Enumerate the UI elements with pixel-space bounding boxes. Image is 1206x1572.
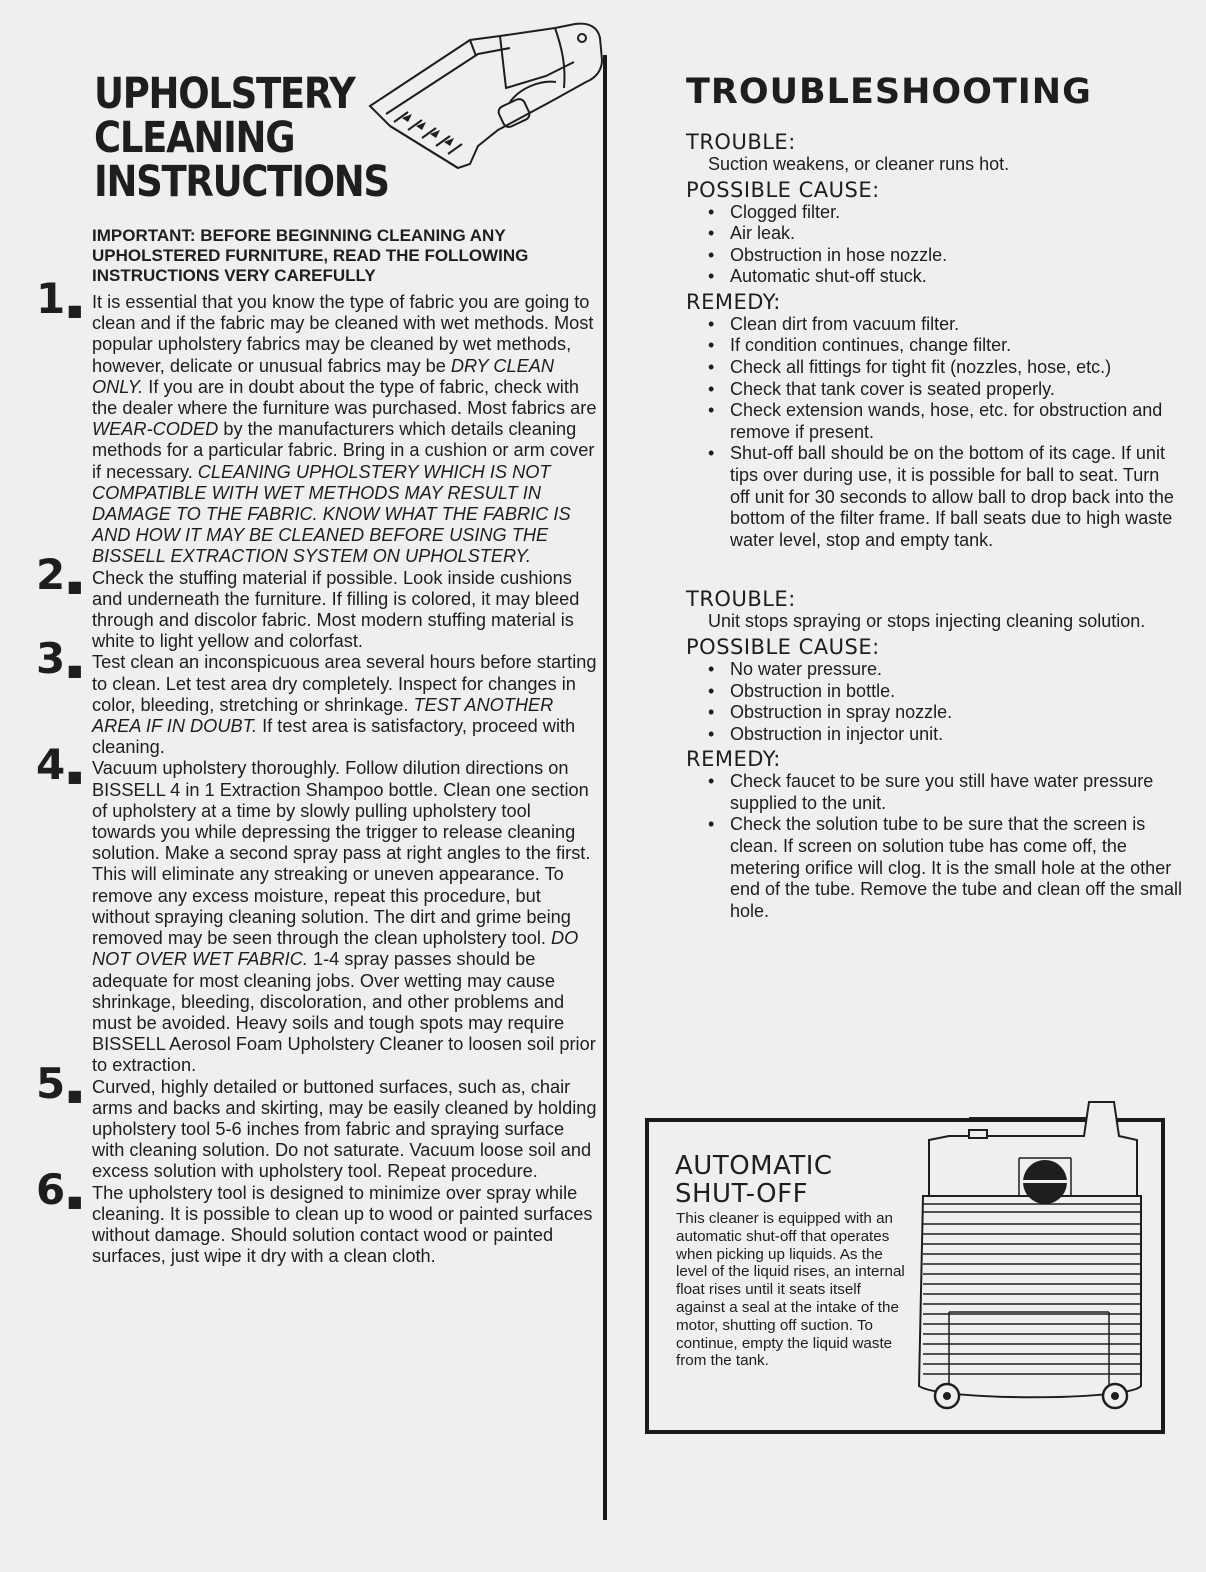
step-text (92, 652, 598, 758)
instruction-steps (28, 274, 598, 1267)
step-text (92, 292, 598, 568)
body-text: Test clean an inconspicuous area several hours before starting to clean. Let test area dry completely. Inspect for changes in color, bleeding, stretching or shrinkage. (92, 652, 597, 715)
bullet-square-icon: ■ (67, 1085, 83, 1105)
step-text (92, 758, 598, 1076)
title-line: AUTOMATIC (675, 1151, 833, 1181)
step-number (36, 549, 83, 599)
step-text (92, 1183, 598, 1268)
step-number-text: 4 (36, 740, 66, 790)
title-line: SHUT-OFF (675, 1179, 809, 1209)
body-text: 1-4 spray passes should be adequate for most cleaning jobs. Over wetting may cause shrinkage, bleeding, discoloration, and other problems and must be avoided. Heavy soils and tough spots may require BISSELL Aerosol Foam Upholstery Cleaner to loosen soil prior to extraction. (92, 949, 596, 1076)
body-text: It is essential that you know the type of fabric you are going to clean and if the fabric may be cleaned with wet methods. Most popular upholstery fabrics may be cleaned by wet methods, however, delicate or unusual fabrics may be (92, 292, 594, 376)
instruction-step (28, 634, 598, 758)
auto-shutoff-description: This cleaner is equipped with an automatic shut-off that operates when picking up liquids. As the level of the liquid rises, an internal float rises until it seats itself against a seal at the intake of the motor, shutting off suction. To continue, empty the liquid waste from the tank. (676, 1210, 905, 1370)
list-item: • Check all fittings for tight fit (nozzles, hose, etc.) (706, 357, 1182, 379)
list-item: • Obstruction in hose nozzle. (706, 245, 1182, 267)
bullet-square-icon: ■ (67, 576, 83, 596)
auto-shutoff-box (645, 1118, 1165, 1434)
step-number (36, 634, 83, 684)
trouble-heading: TROUBLE: (686, 587, 796, 612)
trouble-description: Suction weakens, or cleaner runs hot. (708, 154, 1010, 174)
step-number (36, 1058, 83, 1108)
body-text: Curved, highly detailed or buttoned surfaces, such as, chair arms and backs and skirting, may be easily cleaned by holding upholstery tool 5-6 inches from fabric and spraying surface with cleaning solution. Do not saturate. Vacuum loose soil and excess solution with upholstery tool. Repeat procedure. (92, 1076, 597, 1182)
list-item: • Clogged filter. (706, 202, 1182, 224)
title-line: INSTRUCTIONS (94, 157, 389, 207)
trouble-block (682, 130, 1182, 551)
remedy-list (682, 771, 1182, 922)
wet-vac-illustration (909, 1096, 1149, 1426)
title-line: CLEANING (94, 113, 295, 163)
step-number-text: 6 (36, 1164, 66, 1214)
step-number-text: 1 (36, 274, 66, 323)
emphasis-text: DRY CLEAN ONLY. (92, 355, 555, 397)
body-text: If you are in doubt about the type of fabric, check with the dealer where the furniture was purchased. Most fabrics are (92, 376, 597, 419)
bullet-square-icon: ■ (67, 1191, 83, 1211)
instruction-step (28, 1058, 598, 1183)
column-divider (603, 55, 607, 1520)
important-notice: IMPORTANT: BEFORE BEGINNING CLEANING ANY UPHOLSTERED FURNITURE, READ THE FOLLOWING INSTRUCTIONS VERY CAREFULLY (92, 226, 529, 285)
emphasis-text: WEAR-CODED (92, 419, 219, 440)
trouble-heading: TROUBLE: (686, 130, 796, 154)
list-item: • Check extension wands, hose, etc. for obstruction and remove if present. (706, 400, 1182, 443)
step-number (36, 740, 83, 790)
cause-heading: POSSIBLE CAUSE: (686, 634, 880, 659)
troubleshooting-section (682, 70, 1182, 932)
instruction-step (28, 1164, 598, 1268)
list-item: • Obstruction in injector unit. (706, 724, 1182, 746)
list-item: • Check that tank cover is seated properly. (706, 379, 1182, 401)
trouble-block (682, 587, 1182, 922)
step-number (36, 274, 83, 323)
cause-heading: POSSIBLE CAUSE: (686, 177, 880, 202)
body-text: by the manufacturers which details cleaning methods for a particular fabric. Bring in a cushion or arm cover if necessary. (92, 419, 595, 482)
instruction-step (28, 274, 598, 568)
remedy-heading: REMEDY: (686, 289, 781, 314)
list-item: • Shut-off ball should be on the bottom of its cage. If unit tips over during use, it is possible for ball to seat. Turn off unit for 30 seconds to allow ball to drop back into the bottom of the filter frame. If ball seats due to high waste water level, stop and empty tank. (706, 443, 1182, 551)
list-item: • If condition continues, change filter. (706, 335, 1182, 357)
list-item: • Clean dirt from vacuum filter. (706, 314, 1182, 336)
auto-shutoff-title (675, 1152, 833, 1208)
body-text: If test area is satisfactory, proceed with cleaning. (92, 716, 576, 758)
upholstery-tool-illustration (350, 18, 610, 188)
upholstery-title (94, 69, 389, 207)
step-text (92, 1077, 598, 1183)
troubleshooting-title: TROUBLESHOOTING (686, 72, 1092, 112)
step-number-text: 5 (36, 1058, 66, 1108)
list-item: • Obstruction in bottle. (706, 681, 1182, 703)
bullet-square-icon: ■ (67, 301, 83, 320)
list-item: • No water pressure. (706, 659, 1182, 681)
cause-list (682, 202, 1182, 288)
body-text: Check the stuffing material if possible. Look inside cushions and underneath the furniture. If filling is colored, it may bleed through and discolor fabric. Most modern stuffing material is white to light yellow and colorfast. (92, 567, 580, 652)
instruction-step (28, 740, 598, 1076)
spacer (682, 561, 1182, 585)
instruction-step (28, 549, 598, 653)
list-item: • Air leak. (706, 223, 1182, 245)
bullet-square-icon: ■ (67, 767, 83, 787)
trouble-description: Unit stops spraying or stops injecting cleaning solution. (708, 611, 1146, 632)
list-item: • Check faucet to be sure you still have water pressure supplied to the unit. (706, 771, 1182, 814)
body-text: Vacuum upholstery thoroughly. Follow dilution directions on BISSELL 4 in 1 Extraction Shampoo bottle. Clean one section of upholstery at a time by slowly pulling upholstery tool towards you while depressing the trigger to release cleaning solution. Make a second spray pass at right angles to the first. This will eliminate any streaking or uneven appearance. To remove any excess moisture, repeat this procedure, but without spraying cleaning solution. The dirt and grime being removed may be seen through the clean upholstery tool. (92, 758, 591, 949)
emphasis-text: CLEANING UPHOLSTERY WHICH IS NOT COMPATIBLE WITH WET METHODS MAY RESULT IN DAMAGE TO THE FABRIC. KNOW WHAT THE FABRIC IS AND HOW IT MAY BE CLEANED BEFORE USING THE BISSELL EXTRACTION SYSTEM ON UPHOLSTERY. (92, 461, 571, 567)
list-item: • Automatic shut-off stuck. (706, 266, 1182, 288)
step-number-text: 3 (36, 634, 66, 684)
cause-list (682, 659, 1182, 745)
step-number (36, 1164, 83, 1214)
emphasis-text: TEST ANOTHER AREA IF IN DOUBT. (92, 694, 554, 737)
step-text (92, 568, 598, 653)
emphasis-text: DO NOT OVER WET FABRIC. (92, 928, 579, 970)
title-line: UPHOLSTERY (94, 69, 355, 119)
step-number-text: 2 (36, 549, 66, 599)
bullet-square-icon: ■ (67, 661, 83, 681)
list-item: • Obstruction in spray nozzle. (706, 702, 1182, 724)
body-text: The upholstery tool is designed to minimize over spray while cleaning. It is possible to clean up to wood or painted surfaces without damage. Should solution contact wood or painted surfaces, just wipe it dry with a clean cloth. (92, 1182, 593, 1267)
remedy-list (682, 314, 1182, 552)
remedy-heading: REMEDY: (686, 747, 781, 772)
list-item: • Check the solution tube to be sure that the screen is clean. If screen on solution tube has come off, the metering orifice will clog. It is the small hole at the other end of the tube. Remove the tube and clean off the small hole. (706, 814, 1182, 922)
